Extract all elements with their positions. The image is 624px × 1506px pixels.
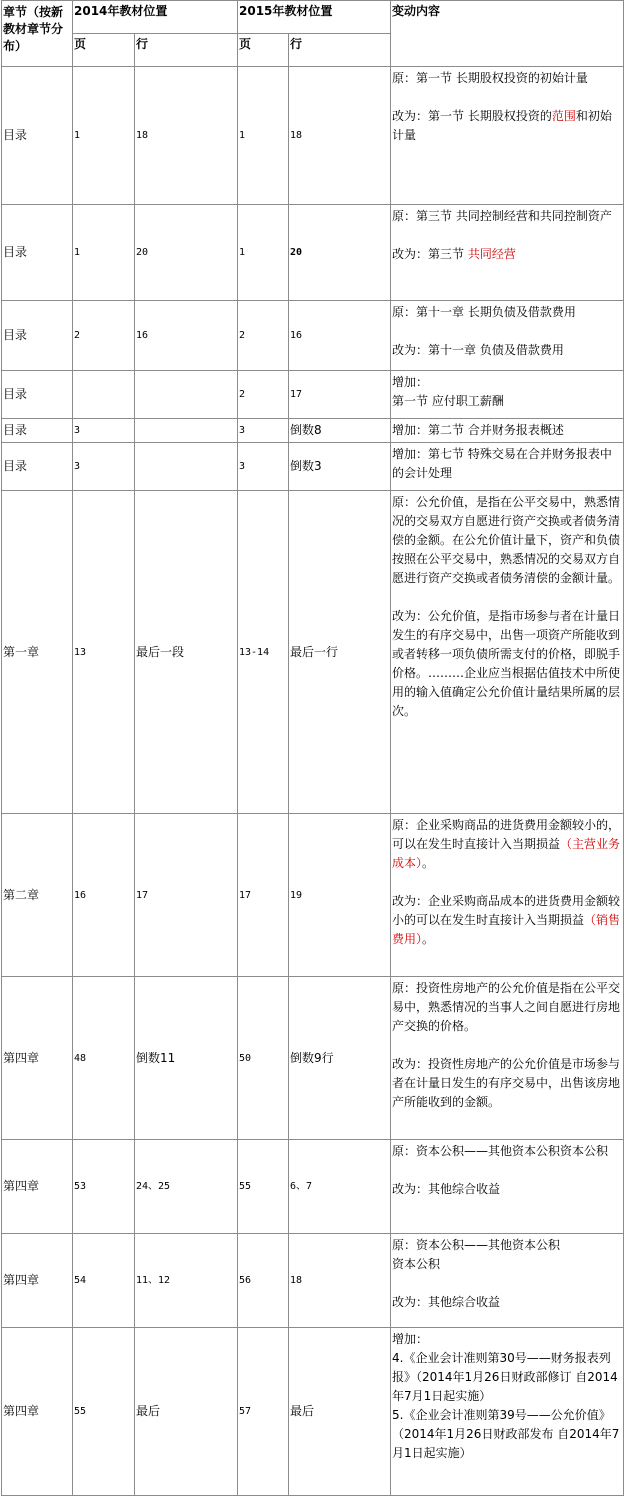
page-2015-cell: 13-14: [238, 491, 289, 814]
table-row: [2, 67, 624, 205]
changed-text: 改为：其他综合收益: [392, 1295, 501, 1309]
line-2014-cell: 倒数11: [135, 977, 238, 1140]
added-text: 第一节 应付职工薪酬: [392, 394, 504, 408]
page-2015-cell: 57: [238, 1328, 289, 1496]
header-2014-page: 页: [73, 34, 135, 67]
change-cell: [391, 1140, 624, 1234]
page-2015-cell: 2: [238, 371, 289, 419]
table-row: [2, 491, 624, 814]
header-2014-position: 2014年教材位置: [73, 1, 238, 34]
page-2014-cell: 16: [73, 814, 135, 977]
changed-text: 改为：第十一章 负债及借款费用: [392, 343, 564, 357]
chapter-cell: 第四章: [2, 977, 73, 1140]
chapter-cell: 第二章: [2, 814, 73, 977]
changed-text: 改为：其他综合收益: [392, 1182, 501, 1196]
table-row: [2, 814, 624, 977]
table-row: [2, 443, 624, 491]
table-row: [2, 977, 624, 1140]
line-2015-cell: 最后一行: [289, 491, 391, 814]
table-row: [2, 1140, 624, 1234]
line-2015-cell: 18: [289, 1234, 391, 1328]
change-cell: [391, 977, 624, 1140]
page-2015-cell: 17: [238, 814, 289, 977]
changed-text: 改为：第三节 共同经营: [392, 247, 516, 261]
page-2014-cell: 1: [73, 67, 135, 205]
page-2015-cell: 2: [238, 301, 289, 371]
line-2015-cell: 18: [289, 67, 391, 205]
line-2015-cell: 17: [289, 371, 391, 419]
change-cell: 增加：第二节 合并财务报表概述: [391, 419, 624, 443]
change-cell: [391, 301, 624, 371]
line-2014-cell: 20: [135, 205, 238, 301]
added-title: 增加：: [392, 375, 429, 389]
change-cell: [391, 814, 624, 977]
original-text-line2: 资本公积: [392, 1257, 441, 1271]
line-2014-cell: [135, 419, 238, 443]
original-text: 原：第十一章 长期负债及借款费用: [392, 305, 576, 319]
changed-text: 改为：企业采购商品成本的进货费用金额较小的可以在发生时直接计入当期损益（销售费用）。: [392, 894, 621, 946]
page-2015-cell: 1: [238, 205, 289, 301]
change-cell: [391, 371, 624, 419]
line-2015-cell: 20: [289, 205, 391, 301]
page-2015-cell: 3: [238, 419, 289, 443]
changed-text: 改为：第一节 长期股权投资的范围和初始计量: [392, 109, 612, 142]
header-changes: 变动内容: [391, 1, 624, 67]
chapter-cell: 目录: [2, 67, 73, 205]
change-cell: [391, 1234, 624, 1328]
page-2015-cell: 50: [238, 977, 289, 1140]
header-2015-position: 2015年教材位置: [238, 1, 391, 34]
change-cell: [391, 1328, 624, 1496]
page-2014-cell: 13: [73, 491, 135, 814]
highlight-text: （销售费用）: [392, 913, 621, 946]
table-row: [2, 205, 624, 301]
original-text: 原：公允价值，是指在公平交易中，熟悉情况的交易双方自愿进行资产交换或者债务清偿的金额。在公允价值计量下，资产和负债按照在公平交易中，熟悉情况的交易双方自愿进行资产交换或者债务清偿的金额计量。: [392, 495, 621, 585]
table-row: [2, 419, 624, 443]
added-item-4: 4.《企业会计准则第30号——财务报表列报》（2014年1月26日财政部修订 自2014年7月1日起实施）: [392, 1351, 618, 1403]
header-2015-page: 页: [238, 34, 289, 67]
page-2014-cell: 3: [73, 419, 135, 443]
highlight-text: （主营业务成本）: [392, 837, 621, 870]
highlight-text: 范围: [551, 109, 576, 123]
table-row: [2, 1328, 624, 1496]
change-cell: [391, 491, 624, 814]
header-row-1: [2, 1, 624, 34]
page-2014-cell: 55: [73, 1328, 135, 1496]
line-2014-cell: 最后: [135, 1328, 238, 1496]
line-2014-cell: [135, 443, 238, 491]
page-2014-cell: 3: [73, 443, 135, 491]
header-2014-line: 行: [135, 34, 238, 67]
change-cell: [391, 67, 624, 205]
chapter-cell: 目录: [2, 301, 73, 371]
line-2015-cell: 19: [289, 814, 391, 977]
page-2014-cell: [73, 371, 135, 419]
original-text: 原：资本公积——其他资本公积资本公积: [392, 1144, 609, 1158]
original-text: 原：资本公积——其他资本公积: [392, 1238, 561, 1252]
table-row: [2, 301, 624, 371]
page-2015-cell: 3: [238, 443, 289, 491]
original-text: 原：企业采购商品的进货费用金额较小的，可以在发生时直接计入当期损益（主营业务成本）。: [392, 818, 621, 870]
line-2015-cell: 最后: [289, 1328, 391, 1496]
chapter-cell: 第四章: [2, 1234, 73, 1328]
changed-text: 改为：投资性房地产的公允价值是市场参与者在计量日发生的有序交易中，出售该房地产所能收到的金额。: [392, 1057, 621, 1109]
header-2015-line: 行: [289, 34, 391, 67]
line-2014-cell: 17: [135, 814, 238, 977]
line-2014-cell: 16: [135, 301, 238, 371]
line-2015-cell: 倒数8: [289, 419, 391, 443]
page-2015-cell: 1: [238, 67, 289, 205]
line-2015-cell: 6、7: [289, 1140, 391, 1234]
line-2014-cell: 11、12: [135, 1234, 238, 1328]
page-2014-cell: 2: [73, 301, 135, 371]
change-cell: 增加：第七节 特殊交易在合并财务报表中的会计处理: [391, 443, 624, 491]
chapter-cell: 第四章: [2, 1140, 73, 1234]
chapter-cell: 目录: [2, 443, 73, 491]
chapter-cell: 目录: [2, 205, 73, 301]
added-item-5: 5.《企业会计准则第39号——公允价值》（2014年1月26日财政部发布 自2014年7月1日起实施）: [392, 1408, 620, 1460]
chapter-cell: 第四章: [2, 1328, 73, 1496]
line-2014-cell: [135, 371, 238, 419]
chapter-cell: 第一章: [2, 491, 73, 814]
line-2014-cell: 18: [135, 67, 238, 205]
page-2014-cell: 48: [73, 977, 135, 1140]
page-2014-cell: 54: [73, 1234, 135, 1328]
line-2014-cell: 24、25: [135, 1140, 238, 1234]
page-2014-cell: 53: [73, 1140, 135, 1234]
original-text: 原：投资性房地产的公允价值是指在公平交易中，熟悉情况的当事人之间自愿进行房地产交换的价格。: [392, 981, 621, 1033]
page-2014-cell: 1: [73, 205, 135, 301]
line-2014-cell: 最后一段: [135, 491, 238, 814]
highlight-text: 共同经营: [467, 247, 516, 261]
header-chapter: 章节（按新教材章节分布）: [2, 1, 73, 67]
chapter-cell: 目录: [2, 419, 73, 443]
line-2015-cell: 16: [289, 301, 391, 371]
added-title: 增加：: [392, 1332, 429, 1346]
line-2015-cell: 倒数3: [289, 443, 391, 491]
textbook-change-table: [1, 0, 624, 1496]
chapter-cell: 目录: [2, 371, 73, 419]
original-text: 原：第三节 共同控制经营和共同控制资产: [392, 209, 612, 223]
table-row: [2, 371, 624, 419]
changed-text: 改为：公允价值，是指市场参与者在计量日发生的有序交易中，出售一项资产所能收到或者转移一项负债所需支付的价格，即脱手价格。………企业应当根据估值技术中所使用的输入值确定公允价值计量结果所属的层次。: [392, 609, 621, 718]
original-text: 原：第一节 长期股权投资的初始计量: [392, 71, 588, 85]
page-2015-cell: 56: [238, 1234, 289, 1328]
change-cell: [391, 205, 624, 301]
table-row: [2, 1234, 624, 1328]
page-2015-cell: 55: [238, 1140, 289, 1234]
line-2015-cell: 倒数9行: [289, 977, 391, 1140]
